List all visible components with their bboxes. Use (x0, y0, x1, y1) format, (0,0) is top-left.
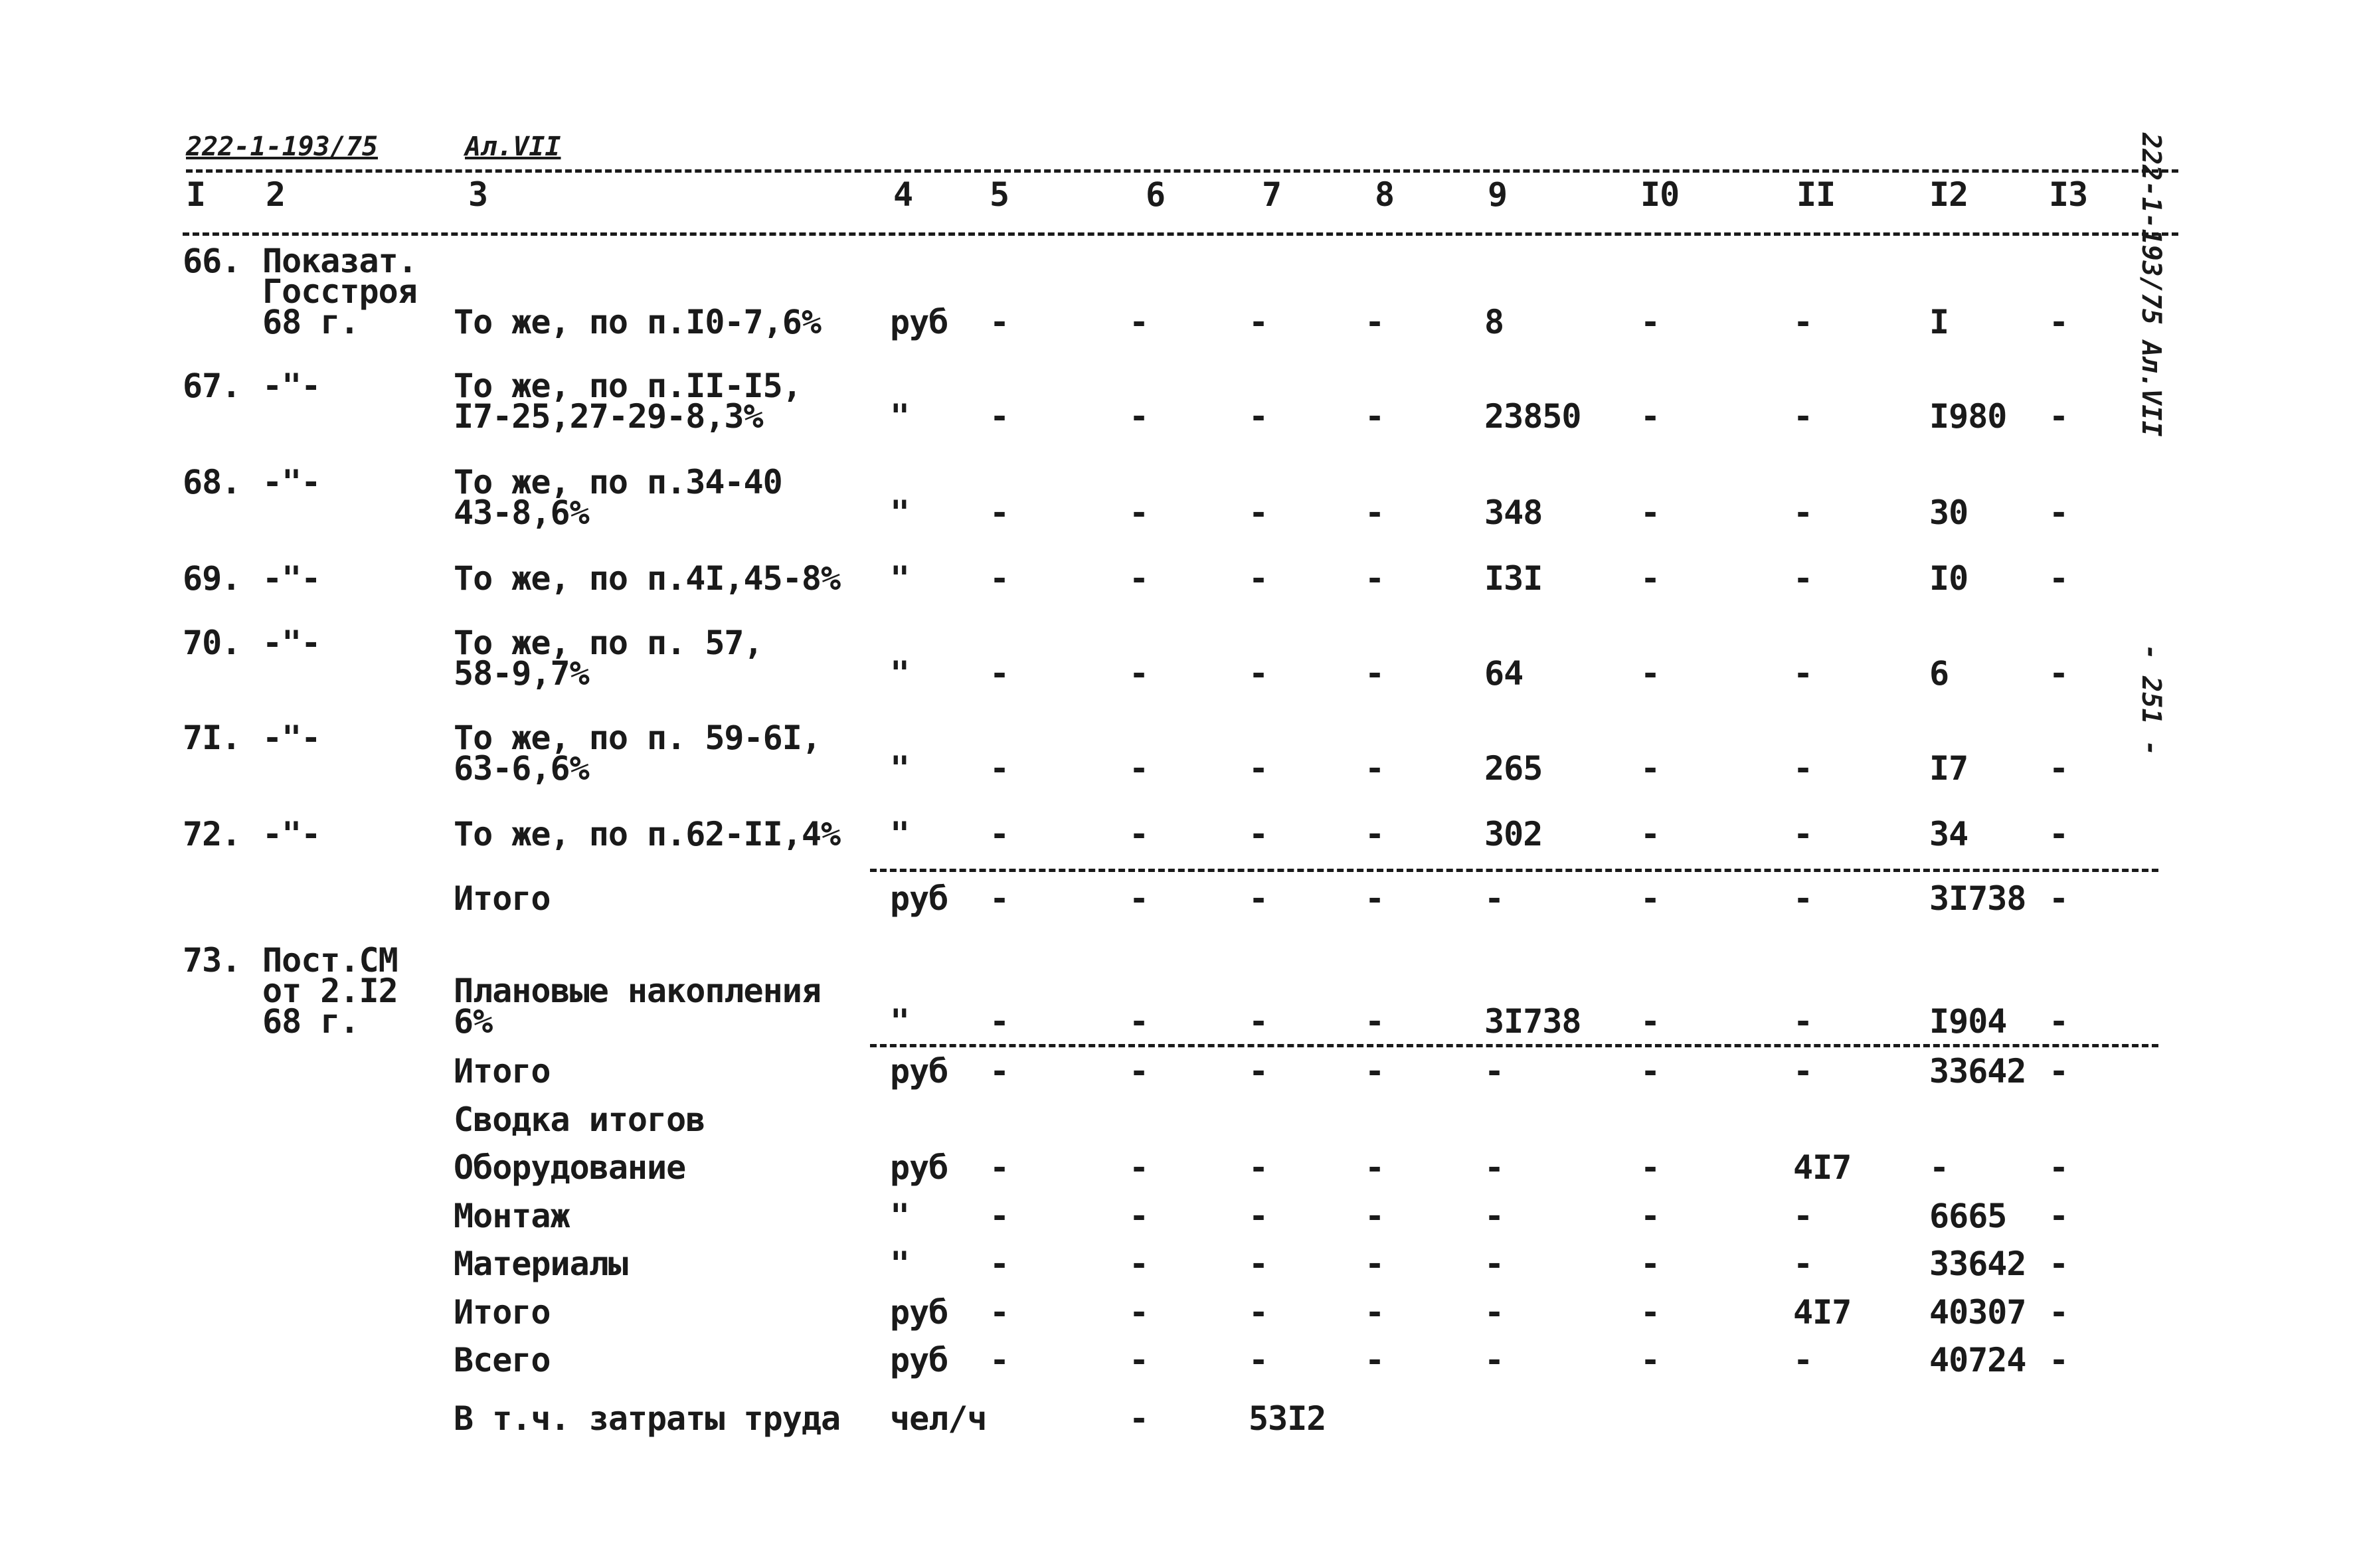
cell-c8: - (1365, 1341, 1385, 1379)
cell-c8: - (1365, 493, 1385, 532)
row-number: 67. (183, 367, 241, 405)
cell-c9: - (1484, 879, 1504, 918)
cell-c7: - (1249, 397, 1268, 436)
page-number: - 251 - (2136, 644, 2166, 756)
cell-c9: 8 (1484, 303, 1504, 341)
cell-c5: - (990, 1148, 1009, 1187)
cell-unit: " (890, 749, 910, 788)
cell-c12: 34 (1929, 815, 1968, 853)
cell-c11: - (1793, 1245, 1813, 1283)
cell-c9: 3I738 (1484, 1002, 1581, 1041)
cell-unit: руб (890, 303, 948, 341)
cell-unit: " (890, 559, 910, 598)
column-header-10: I0 (1640, 175, 1680, 214)
cell-c9: I3I (1484, 559, 1543, 598)
cell-c10: - (1640, 749, 1660, 788)
cell-c7: - (1249, 1293, 1268, 1332)
cell-c11: 4I7 (1793, 1148, 1852, 1187)
cell-c13: - (2049, 1052, 2069, 1090)
cell-c11: - (1793, 1052, 1813, 1090)
row-description: Оборудование (454, 1148, 686, 1187)
cell-c13: - (2049, 1148, 2069, 1187)
cell-c12: I7 (1929, 749, 1968, 788)
cell-c6: - (1129, 397, 1149, 436)
cell-unit: руб (890, 879, 948, 918)
cell-c11: - (1793, 303, 1813, 341)
cell-c12: 33642 (1929, 1052, 2026, 1090)
row-description: Плановые накопления (454, 972, 821, 1010)
row-description: То же, по п.II-I5, (454, 367, 802, 405)
row-number: 72. (183, 815, 241, 853)
cell-c11: - (1793, 749, 1813, 788)
row-description: Материалы (454, 1245, 628, 1283)
row-number: 68. (183, 463, 241, 501)
cell-c6: - (1129, 559, 1149, 598)
cell-c6: - (1129, 303, 1149, 341)
cell-c11: - (1793, 397, 1813, 436)
cell-c8: - (1365, 879, 1385, 918)
cell-c9: 265 (1484, 749, 1543, 788)
cell-c12: I904 (1929, 1002, 2007, 1041)
cell-c5: - (990, 1052, 1009, 1090)
cell-c6: - (1129, 749, 1149, 788)
cell-c5: - (990, 879, 1009, 918)
row-description: I7-25,27-29-8,3% (454, 397, 763, 436)
cell-c5: - (990, 1197, 1009, 1235)
cell-c9: 23850 (1484, 397, 1581, 436)
cell-c7: - (1249, 493, 1268, 532)
cell-unit: " (890, 654, 910, 693)
cell-unit: " (890, 1245, 910, 1283)
row-description: То же, по п. 57, (454, 624, 763, 662)
cell-c13: - (2049, 654, 2069, 693)
cell-c5: - (990, 1245, 1009, 1283)
cell-c7: - (1249, 303, 1268, 341)
cell-c11: - (1793, 1002, 1813, 1041)
cell-c10: - (1640, 303, 1660, 341)
cell-c13: - (2049, 879, 2069, 918)
cell-c7: - (1249, 1002, 1268, 1041)
row-description: То же, по п.I0-7,6% (454, 303, 821, 341)
cell-unit: " (890, 1197, 910, 1235)
cell-c9: 302 (1484, 815, 1543, 853)
cell-c13: - (2049, 1197, 2069, 1235)
header-top-rule (186, 169, 2178, 173)
cell-c5: - (990, 749, 1009, 788)
row-source: 68 г. (262, 303, 359, 341)
cell-c7: - (1249, 1148, 1268, 1187)
side-doc-code: 222-1-193/75 Ал.VII (2136, 133, 2166, 437)
row-source: Пост.СМ (262, 941, 398, 980)
column-header-7: 7 (1262, 175, 1282, 214)
album-number: Ал.VII (465, 131, 561, 162)
cell-c5: - (990, 815, 1009, 853)
cell-c8: - (1365, 1197, 1385, 1235)
cell-c13: - (2049, 493, 2069, 532)
row-number: 7I. (183, 719, 241, 757)
row-source: -"- (262, 719, 321, 757)
cell-c6: - (1129, 654, 1149, 693)
cell-c7: 53I2 (1249, 1399, 1326, 1438)
cell-c12: 40307 (1929, 1293, 2026, 1332)
cell-c12: 6 (1929, 654, 1949, 693)
cell-c10: - (1640, 1341, 1660, 1379)
column-header-1: I (186, 175, 206, 214)
cell-c7: - (1249, 1341, 1268, 1379)
column-header-5: 5 (990, 175, 1009, 214)
cell-c9: - (1484, 1052, 1504, 1090)
cell-c9: - (1484, 1245, 1504, 1283)
cell-c10: - (1640, 1293, 1660, 1332)
row-description: Итого (454, 1293, 551, 1332)
cell-c12: 6665 (1929, 1197, 2007, 1235)
cell-c9: - (1484, 1341, 1504, 1379)
row-description: То же, по п. 59-6I, (454, 719, 821, 757)
cell-c11: - (1793, 559, 1813, 598)
cell-c10: - (1640, 559, 1660, 598)
cell-c10: - (1640, 1148, 1660, 1187)
header-bottom-rule (183, 232, 2178, 236)
cell-unit: " (890, 815, 910, 853)
cell-c9: 64 (1484, 654, 1524, 693)
cell-c7: - (1249, 654, 1268, 693)
cell-c5: - (990, 303, 1009, 341)
cell-c8: - (1365, 1245, 1385, 1283)
cell-c7: - (1249, 1052, 1268, 1090)
cell-c7: - (1249, 749, 1268, 788)
row-description: Всего (454, 1341, 551, 1379)
subtotal-rule (870, 869, 2158, 872)
row-description: 43-8,6% (454, 493, 589, 532)
accrual-rule (870, 1044, 2158, 1047)
cell-c5: - (990, 493, 1009, 532)
row-description: 63-6,6% (454, 749, 589, 788)
cell-c6: - (1129, 1052, 1149, 1090)
column-header-8: 8 (1375, 175, 1395, 214)
cell-unit: " (890, 493, 910, 532)
row-description: Итого (454, 1052, 551, 1090)
cell-c8: - (1365, 749, 1385, 788)
row-description: В т.ч. затраты труда (454, 1399, 841, 1438)
cell-c7: - (1249, 879, 1268, 918)
row-source: -"- (262, 815, 321, 853)
cell-c9: - (1484, 1148, 1504, 1187)
cell-c8: - (1365, 1052, 1385, 1090)
cell-c5: - (990, 1341, 1009, 1379)
cell-c13: - (2049, 397, 2069, 436)
cell-c7: - (1249, 1245, 1268, 1283)
cell-c11: - (1793, 1341, 1813, 1379)
cell-c7: - (1249, 559, 1268, 598)
cell-c8: - (1365, 1293, 1385, 1332)
cell-c6: - (1129, 1197, 1149, 1235)
cell-c8: - (1365, 654, 1385, 693)
row-description: То же, по п.4I,45-8% (454, 559, 841, 598)
cell-c7: - (1249, 1197, 1268, 1235)
cell-c8: - (1365, 1002, 1385, 1041)
cell-c12: I (1929, 303, 1949, 341)
column-header-3: 3 (468, 175, 488, 214)
row-number: 66. (183, 242, 241, 280)
cell-c6: - (1129, 1002, 1149, 1041)
row-description: То же, по п.62-II,4% (454, 815, 841, 853)
row-number: 73. (183, 941, 241, 980)
cell-c8: - (1365, 397, 1385, 436)
row-source: -"- (262, 624, 321, 662)
row-description: То же, по п.34-40 (454, 463, 782, 501)
cell-c10: - (1640, 654, 1660, 693)
cell-c10: - (1640, 1197, 1660, 1235)
doc-code: 222-1-193/75 (186, 131, 378, 162)
cell-c6: - (1129, 1293, 1149, 1332)
cell-c11: - (1793, 879, 1813, 918)
cell-unit: руб (890, 1341, 948, 1379)
cell-c9: - (1484, 1293, 1504, 1332)
cell-unit: " (890, 1002, 910, 1041)
row-description: Монтаж (454, 1197, 570, 1235)
cell-c12: 33642 (1929, 1245, 2026, 1283)
row-source: -"- (262, 559, 321, 598)
row-number: 70. (183, 624, 241, 662)
cell-c10: - (1640, 815, 1660, 853)
cell-unit: руб (890, 1052, 948, 1090)
cell-c9: - (1484, 1197, 1504, 1235)
cell-c8: - (1365, 303, 1385, 341)
cell-c8: - (1365, 559, 1385, 598)
column-header-6: 6 (1146, 175, 1166, 214)
cell-c7: - (1249, 815, 1268, 853)
cell-c11: - (1793, 1197, 1813, 1235)
cell-c12: 30 (1929, 493, 1968, 532)
cell-c5: - (990, 1002, 1009, 1041)
cell-unit: чел/ч (890, 1399, 987, 1438)
cell-c6: - (1129, 815, 1149, 853)
column-header-2: 2 (266, 175, 286, 214)
cell-c6: - (1129, 879, 1149, 918)
cell-c11: - (1793, 815, 1813, 853)
cell-c5: - (990, 654, 1009, 693)
cell-c10: - (1640, 879, 1660, 918)
cell-c8: - (1365, 815, 1385, 853)
cell-c10: - (1640, 1002, 1660, 1041)
cell-c13: - (2049, 1245, 2069, 1283)
row-source: Показат. (262, 242, 417, 280)
row-source: -"- (262, 463, 321, 501)
column-header-4: 4 (893, 175, 913, 214)
row-description: Итого (454, 879, 551, 918)
column-header-13: I3 (2049, 175, 2088, 214)
cell-c13: - (2049, 815, 2069, 853)
cell-c6: - (1129, 1148, 1149, 1187)
row-source: от 2.I2 (262, 972, 398, 1010)
cell-c13: - (2049, 1293, 2069, 1332)
row-number: 69. (183, 559, 241, 598)
cell-c11: - (1793, 493, 1813, 532)
cell-c5: - (990, 559, 1009, 598)
cell-c6: - (1129, 1245, 1149, 1283)
cell-c10: - (1640, 493, 1660, 532)
cell-c10: - (1640, 1245, 1660, 1283)
cell-c13: - (2049, 559, 2069, 598)
cell-unit: " (890, 397, 910, 436)
column-header-12: I2 (1929, 175, 1968, 214)
cell-c12: - (1929, 1148, 1949, 1187)
cell-c5: - (990, 1293, 1009, 1332)
cell-c13: - (2049, 749, 2069, 788)
cell-c13: - (2049, 1341, 2069, 1379)
column-header-11: II (1796, 175, 1836, 214)
row-source: -"- (262, 367, 321, 405)
cell-c13: - (2049, 303, 2069, 341)
cell-c6: - (1129, 493, 1149, 532)
cell-c11: - (1793, 654, 1813, 693)
cell-c12: 3I738 (1929, 879, 2026, 918)
cell-c10: - (1640, 1052, 1660, 1090)
cell-c5: - (990, 397, 1009, 436)
cell-c8: - (1365, 1148, 1385, 1187)
cell-c12: 40724 (1929, 1341, 2026, 1379)
row-source: Госстроя (262, 272, 417, 311)
cell-unit: руб (890, 1293, 948, 1332)
cell-c12: I0 (1929, 559, 1968, 598)
cell-c6: - (1129, 1341, 1149, 1379)
cell-unit: руб (890, 1148, 948, 1187)
cell-c11: 4I7 (1793, 1293, 1852, 1332)
cell-c6: - (1129, 1399, 1149, 1438)
column-header-9: 9 (1488, 175, 1508, 214)
cell-c9: 348 (1484, 493, 1543, 532)
cell-c12: I980 (1929, 397, 2007, 436)
row-source: 68 г. (262, 1002, 359, 1041)
row-description: 58-9,7% (454, 654, 589, 693)
row-description: 6% (454, 1002, 493, 1041)
cell-c13: - (2049, 1002, 2069, 1041)
row-description: Сводка итогов (454, 1100, 705, 1139)
cell-c10: - (1640, 397, 1660, 436)
